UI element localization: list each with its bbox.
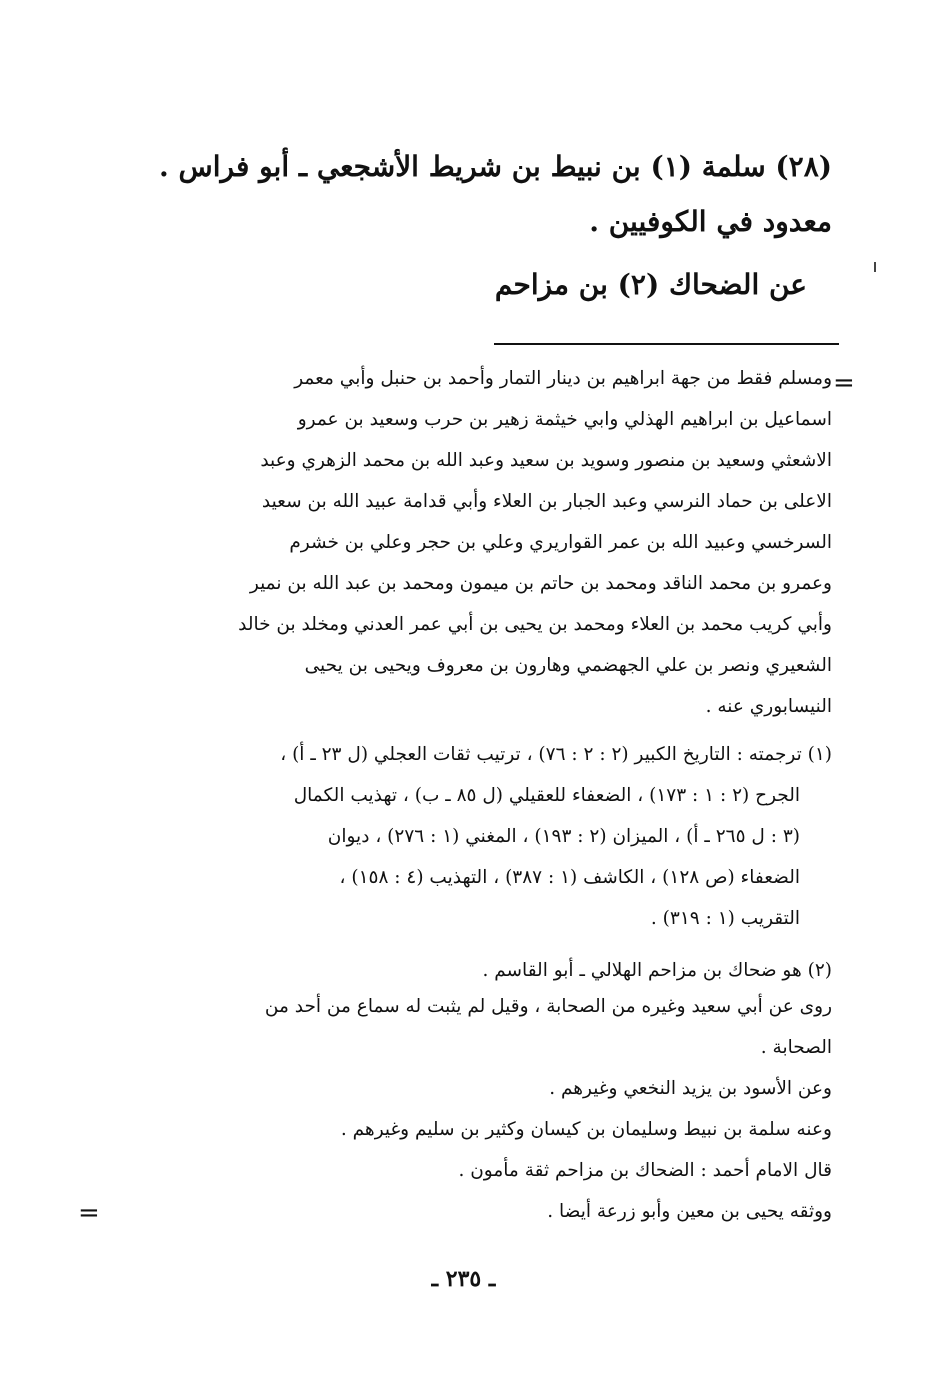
footnote-line: وعمرو بن محمد الناقد ومحمد بن حاتم بن ميمون ومحمد بن عبد الله بن نمير — [249, 573, 832, 594]
entry-classification: معدود في الكوفيين . — [589, 205, 832, 238]
footnote-2-body — [132, 986, 832, 1226]
footnote-line: الاشعثي وسعيد بن منصور وسويد بن سعيد وعبد الله بن محمد الزهري وعبد — [260, 450, 832, 471]
entry-narrates-from: عن الضحاك (٢) بن مزاحم — [494, 268, 807, 301]
footnote-line: اسماعيل بن ابراهيم الهذلي وابي خيثمة زهير بن حرب وسعيد بن عمرو — [297, 409, 832, 430]
footnote-line: التقريب (١ : ٣١٩) . — [650, 908, 800, 929]
footnote-line: وعن الأسود بن يزيد النخعي وغيرهم . — [549, 1078, 832, 1099]
footnote-line: النيسابوري عنه . — [705, 696, 832, 717]
footnote-1 — [132, 734, 832, 954]
continuation-marker-top: = — [833, 368, 855, 398]
footnote-line: (١) ترجمته : التاريخ الكبير (٢ : ٢ : ٧٦) ، ترتيب ثقات العجلي (ل ٢٣ ـ أ) ، — [280, 744, 832, 765]
margin-mark — [874, 262, 876, 272]
footnote-line: وعنه سلمة بن نبيط وسليمان بن كيسان وكثير بن سليم وغيرهم . — [340, 1119, 832, 1140]
footnote-line: ووثقه يحيى بن معين وأبو زرعة أيضا . — [547, 1201, 832, 1222]
footnote-line: الجرح (٢ : ١ : ١٧٣) ، الضعفاء للعقيلي (ل ٨٥ ـ ب) ، تهذيب الكمال — [293, 785, 800, 806]
footnote-separator — [494, 343, 839, 345]
footnote-line: (٢) هو ضحاك بن مزاحم الهلالي ـ أبو القاسم . — [482, 960, 832, 981]
footnote-line: روى عن أبي سعيد وغيره من الصحابة ، وقيل لم يثبت له سماع من أحد من — [264, 996, 832, 1017]
footnote-line: وأبي كريب محمد بن العلاء ومحمد بن يحيى بن أبي عمر العدني ومخلد بن خالد — [238, 614, 832, 635]
footnote-line: الشعيري ونصر بن علي الجهضمي وهارون بن معروف ويحيى بن يحيى — [304, 655, 832, 676]
entry-heading: (٢٨) سلمة (١) بن نبيط بن شريط الأشجعي ـ أبو فراس . — [159, 150, 832, 183]
continuation-marker-bottom: = — [78, 1198, 100, 1228]
footnote-line: الاعلى بن حماد النرسي وعبد الجبار بن العلاء وأبي قدامة عبيد الله بن سعيد — [261, 491, 832, 512]
footnote-line: الصحابة . — [760, 1037, 832, 1058]
footnote-line: الضعفاء (ص ١٢٨) ، الكاشف (١ : ٣٨٧) ، التهذيب (٤ : ١٥٨) ، — [339, 867, 800, 888]
footnote-line: قال الامام أحمد : الضحاك بن مزاحم ثقة مأمون . — [458, 1160, 832, 1181]
footnote-continuation — [132, 358, 832, 738]
footnote-line: السرخسي وعبيد الله بن عمر القواريري وعلي بن حجر وعلي بن خشرم — [289, 532, 832, 553]
footnote-line: ومسلم فقط من جهة ابراهيم بن دينار التمار وأحمد بن حنبل وأبي معمر — [294, 368, 832, 389]
footnote-line: (٣ : ل ٢٦٥ ـ أ) ، الميزان (٢ : ١٩٣) ، المغني (١ : ٢٧٦) ، ديوان — [327, 826, 800, 847]
page-number: ـ ٢٣٥ ـ — [431, 1266, 496, 1292]
